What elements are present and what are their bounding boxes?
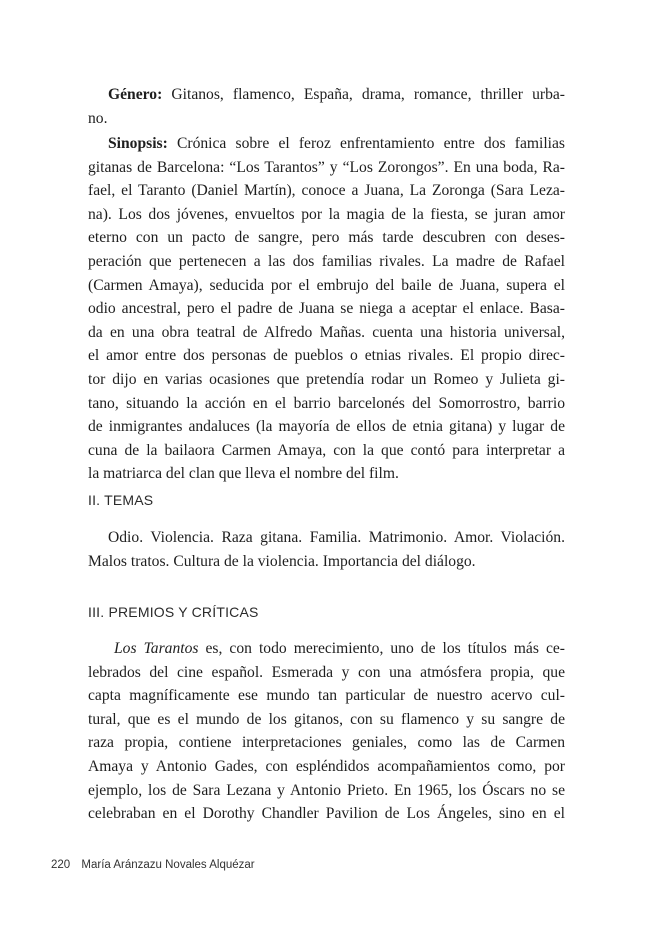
page-number: 220	[51, 859, 71, 871]
themes-line: Odio. Violencia. Raza gitana. Familia. Matrimonio. Amor. Violación.	[108, 529, 565, 546]
author-name: María Aránzazu Novales Alquézar	[81, 859, 255, 871]
synopsis-line: (Carmen Amaya), seducida por el embrujo del baile de Juana, supera el	[88, 276, 565, 294]
awards-line: lebrados del cine español. Esmerada y con una atmósfera propia, que	[88, 663, 565, 681]
section-heading-temas: II. TEMAS	[88, 492, 154, 508]
awards-line: raza propia, contiene interpretaciones geniales, como las de Carmen	[88, 734, 565, 752]
section-heading-premios: III. PREMIOS Y CRÍTICAS	[88, 604, 259, 620]
themes-line: Malos tratos. Cultura de la violencia. Importancia del diálogo.	[88, 552, 476, 570]
synopsis-line	[88, 132, 565, 156]
genre-paragraph	[88, 83, 565, 130]
genre-text: Gitanos, flamenco, España, drama, romance, thriller urba-	[171, 86, 565, 103]
film-title: Los Tarantos	[114, 640, 199, 657]
synopsis-paragraph	[88, 132, 565, 486]
synopsis-line: na). Los dos jóvenes, envueltos por la magia de la fiesta, se juran amor	[88, 205, 565, 223]
synopsis-text: Crónica sobre el feroz enfrentamiento entre dos familias	[176, 135, 565, 152]
synopsis-line: odio ancestral, pero el padre de Juana se niega a aceptar el enlace. Basa-	[88, 300, 565, 318]
awards-line: tural, que es el mundo de los gitanos, con su flamenco y su sangre de	[88, 710, 565, 728]
awards-text: es, con todo merecimiento, uno de los títulos más ce-	[198, 640, 565, 657]
awards-line: ejemplo, los de Sara Lezana y Antonio Prieto. En 1965, los Óscars no se	[88, 781, 565, 799]
synopsis-line: eterno con un pacto de sangre, pero más tarde descubren con deses-	[88, 229, 565, 247]
awards-line: Amaya y Antonio Gades, con espléndidos acompañamientos como, por	[88, 757, 565, 775]
synopsis-line: de inmigrantes andaluces (la mayoría de ellos de etnia gitana) y lugar de	[88, 418, 565, 436]
synopsis-line: da en una obra teatral de Alfredo Mañas. cuenta una historia universal,	[88, 323, 565, 341]
synopsis-label: Sinopsis:	[108, 135, 168, 152]
page-footer	[51, 859, 255, 871]
synopsis-line: cuna de la bailaora Carmen Amaya, con la que contó para interpretar a	[88, 441, 565, 459]
genre-line	[88, 83, 565, 107]
awards-line: capta magníficamente ese mundo tan particular de nuestro acervo cul-	[88, 687, 565, 705]
themes-paragraph	[88, 526, 565, 573]
synopsis-line: la matriarca del clan que lleva el nombre del film.	[88, 465, 399, 483]
synopsis-line: gitanas de Barcelona: “Los Tarantos” y “Los Zorongos”. En una boda, Ra-	[88, 158, 565, 176]
synopsis-line: fael, el Taranto (Daniel Martín), conoce a Juana, La Zoronga (Sara Leza-	[88, 182, 565, 200]
synopsis-line: el amor entre dos personas de pueblos o etnias rivales. El propio direc-	[88, 347, 565, 365]
awards-paragraph	[88, 637, 565, 826]
synopsis-line: tano, situando la acción en el barrio barcelonés del Somorrostro, barrio	[88, 394, 565, 412]
genre-label: Género:	[108, 86, 163, 103]
genre-line: no.	[88, 109, 108, 127]
synopsis-line: peración que pertenecen a las dos familias rivales. La madre de Rafael	[88, 252, 565, 270]
awards-line	[88, 637, 565, 661]
synopsis-line: tor dijo en varias ocasiones que pretendía rodar un Romeo y Julieta gi-	[88, 370, 565, 388]
awards-line: celebraban en el Dorothy Chandler Pavilion de Los Ángeles, sino en el	[88, 805, 565, 823]
